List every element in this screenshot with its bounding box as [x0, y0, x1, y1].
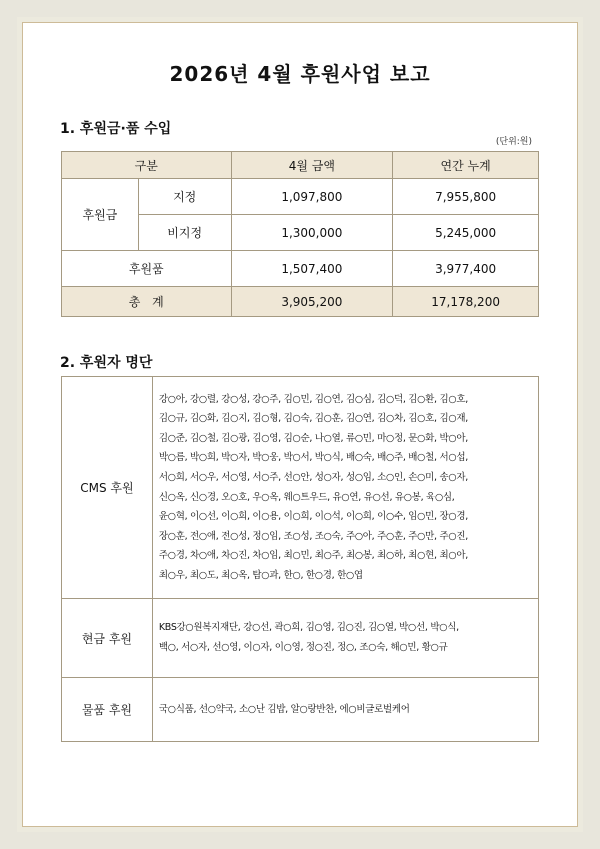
donor-names [152, 377, 538, 599]
donor-line: 서○희, 서○우, 서○영, 서○주, 선○안, 성○자, 성○임, 소○인, 손○미, 송○자, [158, 471, 468, 483]
section-heading-donors: 2. 후원자 명단 [60, 355, 153, 371]
column-header: 4월 금액 [231, 152, 393, 179]
income-table-header [62, 152, 539, 179]
group-label: CMS 후원 [62, 377, 153, 599]
donor-line: 장○훈, 전○애, 전○성, 정○임, 조○성, 조○숙, 주○아, 주○훈, 주○만, 주○진, [158, 530, 468, 542]
monthly-amount: 1,300,000 [231, 215, 393, 251]
table-row [62, 251, 539, 287]
annual-amount: 7,955,800 [393, 179, 539, 215]
donor-line: 신○옥, 신○경, 오○호, 우○옥, 웨○트우드, 유○연, 유○선, 유○봉, 육○심, [158, 491, 455, 503]
monthly-amount: 1,507,400 [231, 251, 393, 287]
donor-line: 김○준, 김○철, 김○광, 김○영, 김○순, 나○열, 류○민, 마○정, 문○화, 박○아, [158, 432, 468, 444]
donor-group-goods [62, 678, 539, 742]
donor-group-cms [62, 377, 539, 599]
annual-amount: 3,977,400 [393, 251, 539, 287]
total-annual: 17,178,200 [393, 287, 539, 317]
donor-line: 김○규, 김○화, 김○지, 김○형, 김○숙, 김○훈, 김○연, 김○차, 김○호, 김○재, [158, 413, 468, 425]
monthly-amount: 1,097,800 [231, 179, 393, 215]
row-label: 후원품 [62, 251, 232, 287]
total-label: 총 계 [62, 287, 232, 317]
table-row [62, 179, 539, 215]
donor-names [152, 678, 538, 742]
donor-line: 윤○혁, 이○선, 이○희, 이○용, 이○희, 이○석, 이○희, 이○수, 임○민, 장○경, [158, 511, 468, 523]
section-heading-income: 1. 후원금·품 수입 [60, 121, 172, 137]
total-row [62, 287, 539, 317]
donation-label: 후원금 [62, 179, 139, 251]
donor-line: 백○, 서○자, 선○영, 이○자, 이○영, 정○진, 정○, 조○숙, 해○민, 황○규 [158, 642, 448, 653]
column-header: 연간 누계 [393, 152, 539, 179]
annual-amount: 5,245,000 [393, 215, 539, 251]
group-label: 현금 후원 [62, 599, 153, 678]
row-label: 비지정 [138, 215, 231, 251]
group-label: 물품 후원 [62, 678, 153, 742]
donor-line: 국○식품, 선○약국, 소○난 김밥, 알○랑반찬, 에○비글로벌케어 [158, 703, 410, 715]
donor-group-cash [62, 599, 539, 678]
donor-line: 박○름, 박○희, 박○자, 박○웅, 박○서, 박○식, 배○숙, 배○주, 배○철, 서○섭, [158, 452, 468, 464]
donor-line: KBS강○원복지재단, 강○선, 곽○희, 김○영, 김○진, 김○열, 박○선, 박○식, [158, 622, 459, 634]
donor-names [152, 599, 538, 678]
donor-line: 최○우, 최○도, 최○옥, 탐○과, 한○, 한○경, 한○엽 [158, 569, 363, 581]
row-label: 지정 [138, 179, 231, 215]
column-header: 구분 [62, 152, 232, 179]
income-table [61, 151, 539, 317]
donor-line: 주○경, 차○애, 차○진, 차○임, 최○민, 최○주, 최○봉, 최○하, 최○현, 최○아, [158, 550, 468, 562]
page-title: 2026년 4월 후원사업 보고 [169, 62, 431, 86]
unit-label: (단위:원) [495, 137, 532, 147]
donor-line: 강○아, 강○렬, 강○성, 강○주, 김○민, 김○연, 김○심, 김○덕, 김○환, 김○호, [158, 393, 468, 405]
total-monthly: 3,905,200 [231, 287, 393, 317]
donor-table [61, 376, 539, 742]
